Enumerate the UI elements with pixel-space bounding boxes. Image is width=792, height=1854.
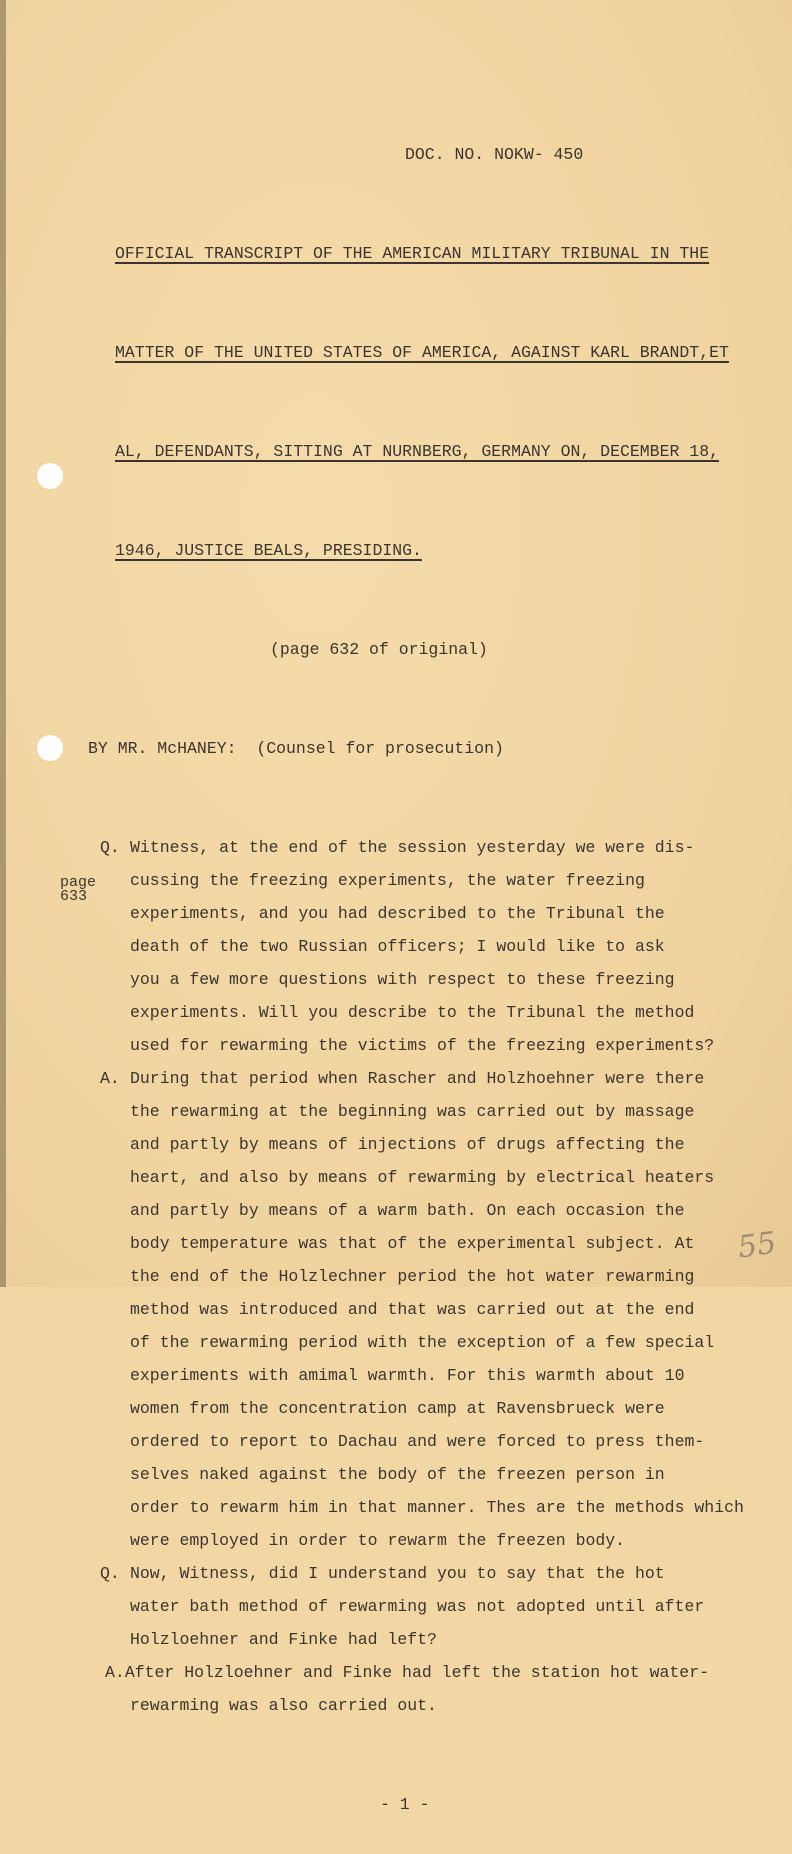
line-text: women from the concentration camp at Ravensbrueck were [130, 1399, 665, 1418]
question-marker: Q. [100, 1564, 120, 1583]
line-text: Now, Witness, did I understand you to say that the hot [130, 1564, 665, 1583]
transcript-line [0, 1524, 792, 1557]
line-text: experiments, and you had described to the Tribunal the [130, 904, 665, 923]
transcript-line [0, 1293, 792, 1326]
line-text: you a few more questions with respect to these freezing [130, 970, 675, 989]
page-note: (page 632 of original) [270, 640, 488, 659]
line-text: Holzloehner and Finke had left? [130, 1630, 437, 1649]
transcript-line [0, 1623, 792, 1656]
line-text: Witness, at the end of the session yesterday we were dis- [130, 838, 695, 857]
transcript-line [0, 1161, 792, 1194]
answer-marker: A. [100, 1069, 120, 1088]
transcript-line [0, 1425, 792, 1458]
transcript-line [0, 864, 792, 897]
transcript-line [0, 1128, 792, 1161]
line-text: were employed in order to rewarm the freezen body. [130, 1531, 626, 1550]
transcript-line [0, 1260, 792, 1293]
transcript-line [0, 1458, 792, 1491]
transcript-line [0, 1359, 792, 1392]
transcript-line [0, 1491, 792, 1524]
line-text: After Holzloehner and Finke had left the station hot water- [124, 1663, 710, 1682]
line-text: order to rewarm him in that manner. Thes are the methods which [130, 1498, 744, 1517]
transcript-line [0, 1590, 792, 1623]
page-number: - 1 - [380, 1795, 430, 1814]
title-line: 1946, JUSTICE BEALS, PRESIDING. [115, 541, 422, 560]
transcript-line [0, 1326, 792, 1359]
transcript-line [0, 963, 792, 996]
line-text: the rewarming at the beginning was carried out by massage [130, 1102, 695, 1121]
transcript-line [0, 1227, 792, 1260]
margin-page-note: page 633 [60, 874, 97, 905]
transcript-line [0, 1029, 792, 1062]
question-marker: Q. [100, 838, 120, 857]
line-text: heart, and also by means of rewarming by electrical heaters [130, 1168, 715, 1187]
transcript-line [0, 930, 792, 963]
transcript-line [0, 1095, 792, 1128]
line-text: cussing the freezing experiments, the water freezing [130, 871, 645, 890]
line-text: body temperature was that of the experimental subject. At [130, 1234, 695, 1253]
title-line: AL, DEFENDANTS, SITTING AT NURNBERG, GERMANY ON, DECEMBER 18, [115, 442, 719, 461]
line-text: experiments. Will you describe to the Tribunal the method [130, 1003, 695, 1022]
handwritten-number: 55 [735, 1225, 779, 1266]
title-line: MATTER OF THE UNITED STATES OF AMERICA, AGAINST KARL BRANDT,ET [115, 343, 729, 362]
line-text: method was introduced and that was carried out at the end [130, 1300, 695, 1319]
exchanges [0, 831, 792, 1722]
line-text: of the rewarming period with the exception of a few special [130, 1333, 715, 1352]
transcript-line [0, 831, 792, 864]
line-text: used for rewarming the victims of the freezing experiments? [130, 1036, 715, 1055]
transcript-line [0, 1062, 792, 1095]
transcript-line [0, 1689, 792, 1722]
transcript-line [0, 1194, 792, 1227]
line-text: death of the two Russian officers; I would like to ask [130, 937, 665, 956]
title-line: OFFICIAL TRANSCRIPT OF THE AMERICAN MILITARY TRIBUNAL IN THE [115, 244, 710, 263]
transcript-body [0, 72, 792, 1854]
line-text: the end of the Holzlechner period the hot water rewarming [130, 1267, 695, 1286]
transcript-line [0, 1656, 792, 1689]
line-text: and partly by means of injections of drugs affecting the [130, 1135, 685, 1154]
line-text: water bath method of rewarming was not adopted until after [130, 1597, 705, 1616]
transcript-line [0, 1392, 792, 1425]
answer-marker: A. [105, 1663, 125, 1682]
transcript-line [0, 996, 792, 1029]
line-text: selves naked against the body of the freezen person in [130, 1465, 665, 1484]
line-text: rewarming was also carried out. [130, 1696, 437, 1715]
examiner-line: BY MR. McHANEY: (Counsel for prosecution) [88, 739, 504, 758]
line-text: and partly by means of a warm bath. On each occasion the [130, 1201, 685, 1220]
line-text: ordered to report to Dachau and were forced to press them- [130, 1432, 705, 1451]
transcript-line [0, 897, 792, 930]
line-text: During that period when Rascher and Holzhoehner were there [130, 1069, 705, 1088]
doc-number: DOC. NO. NOKW- 450 [405, 145, 584, 164]
transcript-line [0, 1557, 792, 1590]
line-text: experiments with amimal warmth. For this warmth about 10 [130, 1366, 685, 1385]
